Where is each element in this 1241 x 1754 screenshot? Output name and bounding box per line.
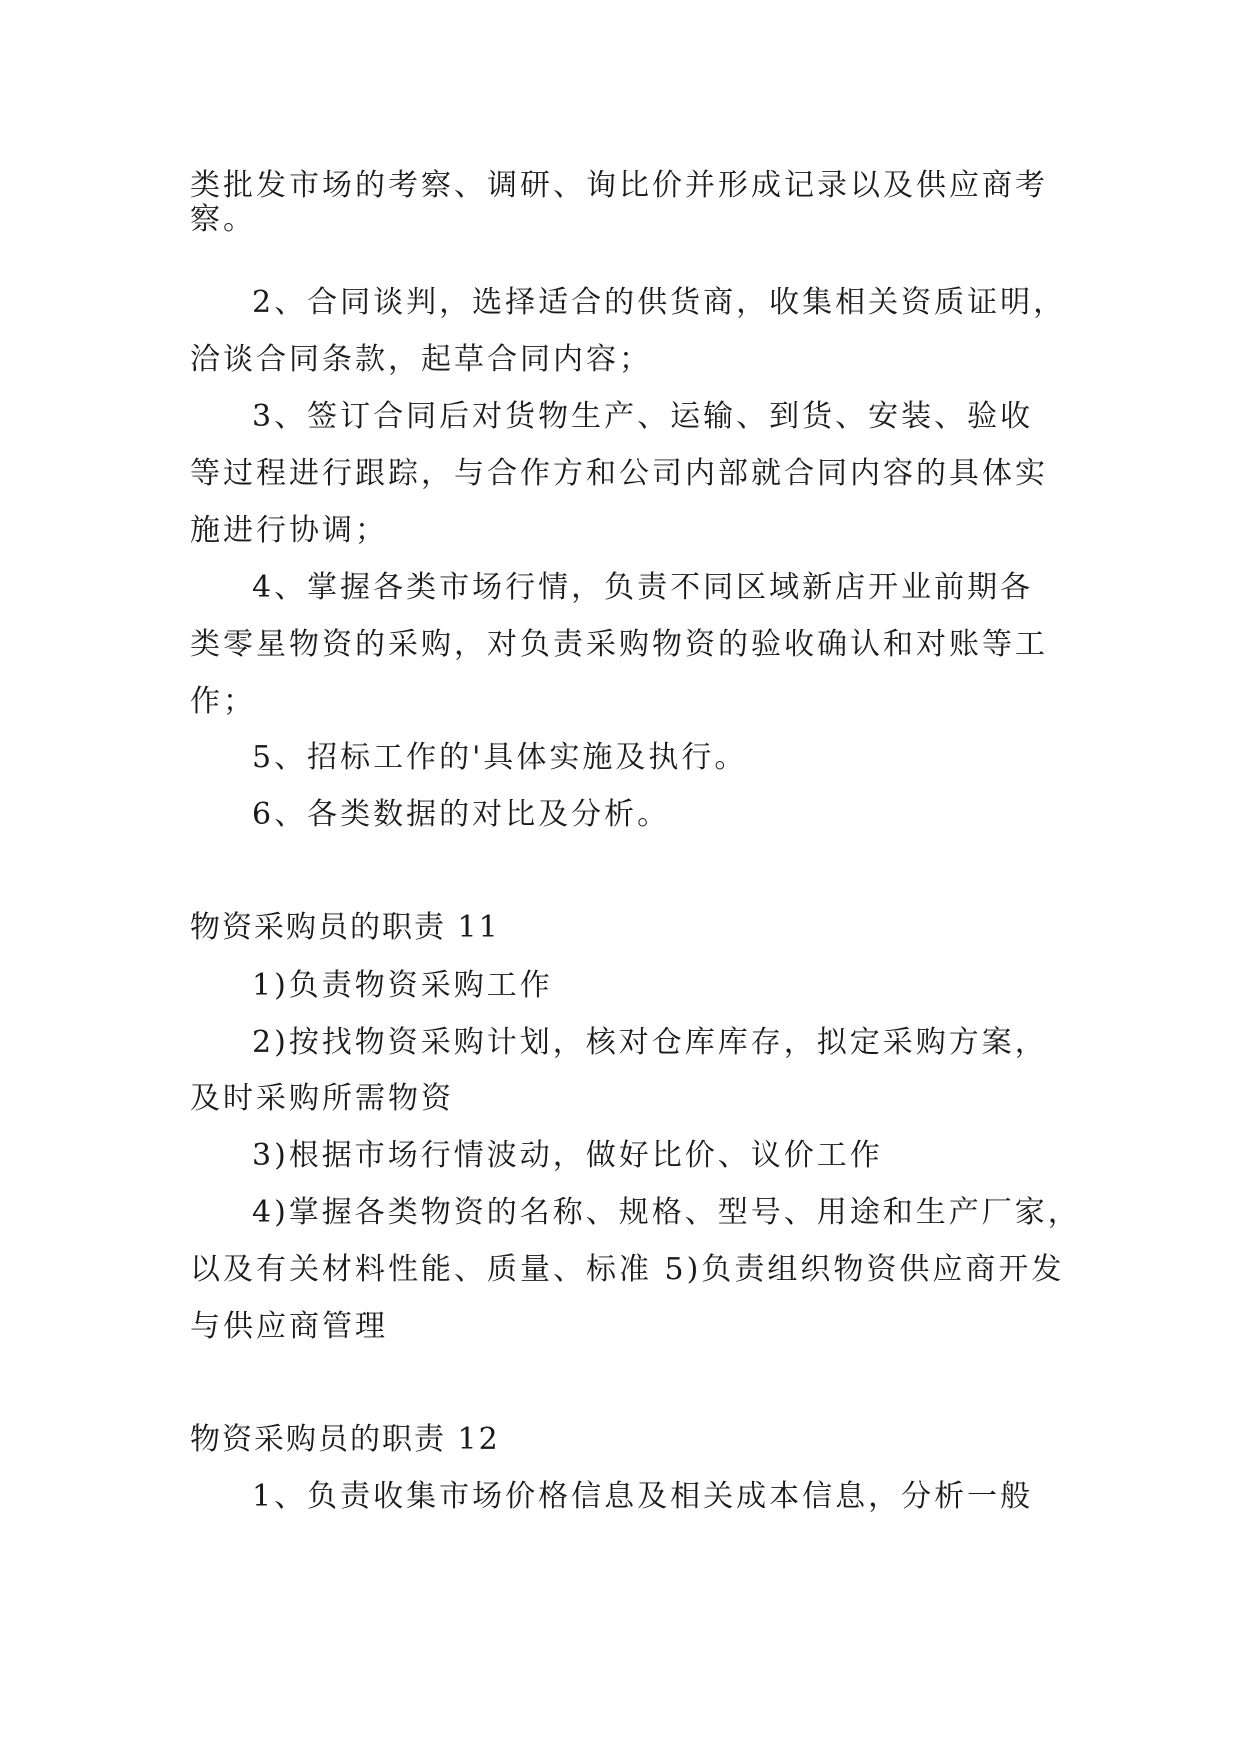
list-item-line: 4)掌握各类物资的名称、规格、型号、用途和生产厂家， xyxy=(252,1195,1081,1230)
list-item-line: 3)根据市场行情波动，做好比价、议价工作 xyxy=(252,1138,883,1173)
paragraph-line: 类零星物资的采购，对负责采购物资的验收确认和对账等工 xyxy=(190,627,1048,662)
list-item-line: 5、招标工作的'具体实施及执行。 xyxy=(252,740,748,775)
paragraph-line: 类批发市场的考察、调研、询比价并形成记录以及供应商考 xyxy=(190,168,1048,203)
paragraph-line: 施进行协调； xyxy=(190,513,388,548)
list-item-line: 1)负责物资采购工作 xyxy=(252,968,553,1003)
paragraph-line: 洽谈合同条款，起草合同内容； xyxy=(190,342,652,377)
paragraph-line: 以及有关材料性能、质量、标准 5)负责组织物资供应商开发 xyxy=(190,1252,1065,1287)
list-item-line: 2、合同谈判，选择适合的供货商，收集相关资质证明， xyxy=(252,285,1067,320)
list-item-line: 2)按找物资采购计划，核对仓库库存，拟定采购方案， xyxy=(252,1025,1048,1060)
paragraph-line: 与供应商管理 xyxy=(190,1309,388,1344)
list-item-line: 3、签订合同后对货物生产、运输、到货、安装、验收 xyxy=(252,399,1034,434)
list-item-line: 6、各类数据的对比及分析。 xyxy=(252,797,671,832)
section-heading: 物资采购员的职责 11 xyxy=(190,910,500,945)
list-item-line: 1、负责收集市场价格信息及相关成本信息，分析一般 xyxy=(252,1479,1034,1514)
paragraph-line: 等过程进行跟踪，与合作方和公司内部就合同内容的具体实 xyxy=(190,456,1048,491)
paragraph-line: 及时采购所需物资 xyxy=(190,1081,454,1116)
section-heading: 物资采购员的职责 12 xyxy=(190,1422,500,1457)
paragraph-line: 作； xyxy=(190,684,256,719)
paragraph-line: 察。 xyxy=(190,202,256,237)
list-item-line: 4、掌握各类市场行情，负责不同区域新店开业前期各 xyxy=(252,570,1034,605)
